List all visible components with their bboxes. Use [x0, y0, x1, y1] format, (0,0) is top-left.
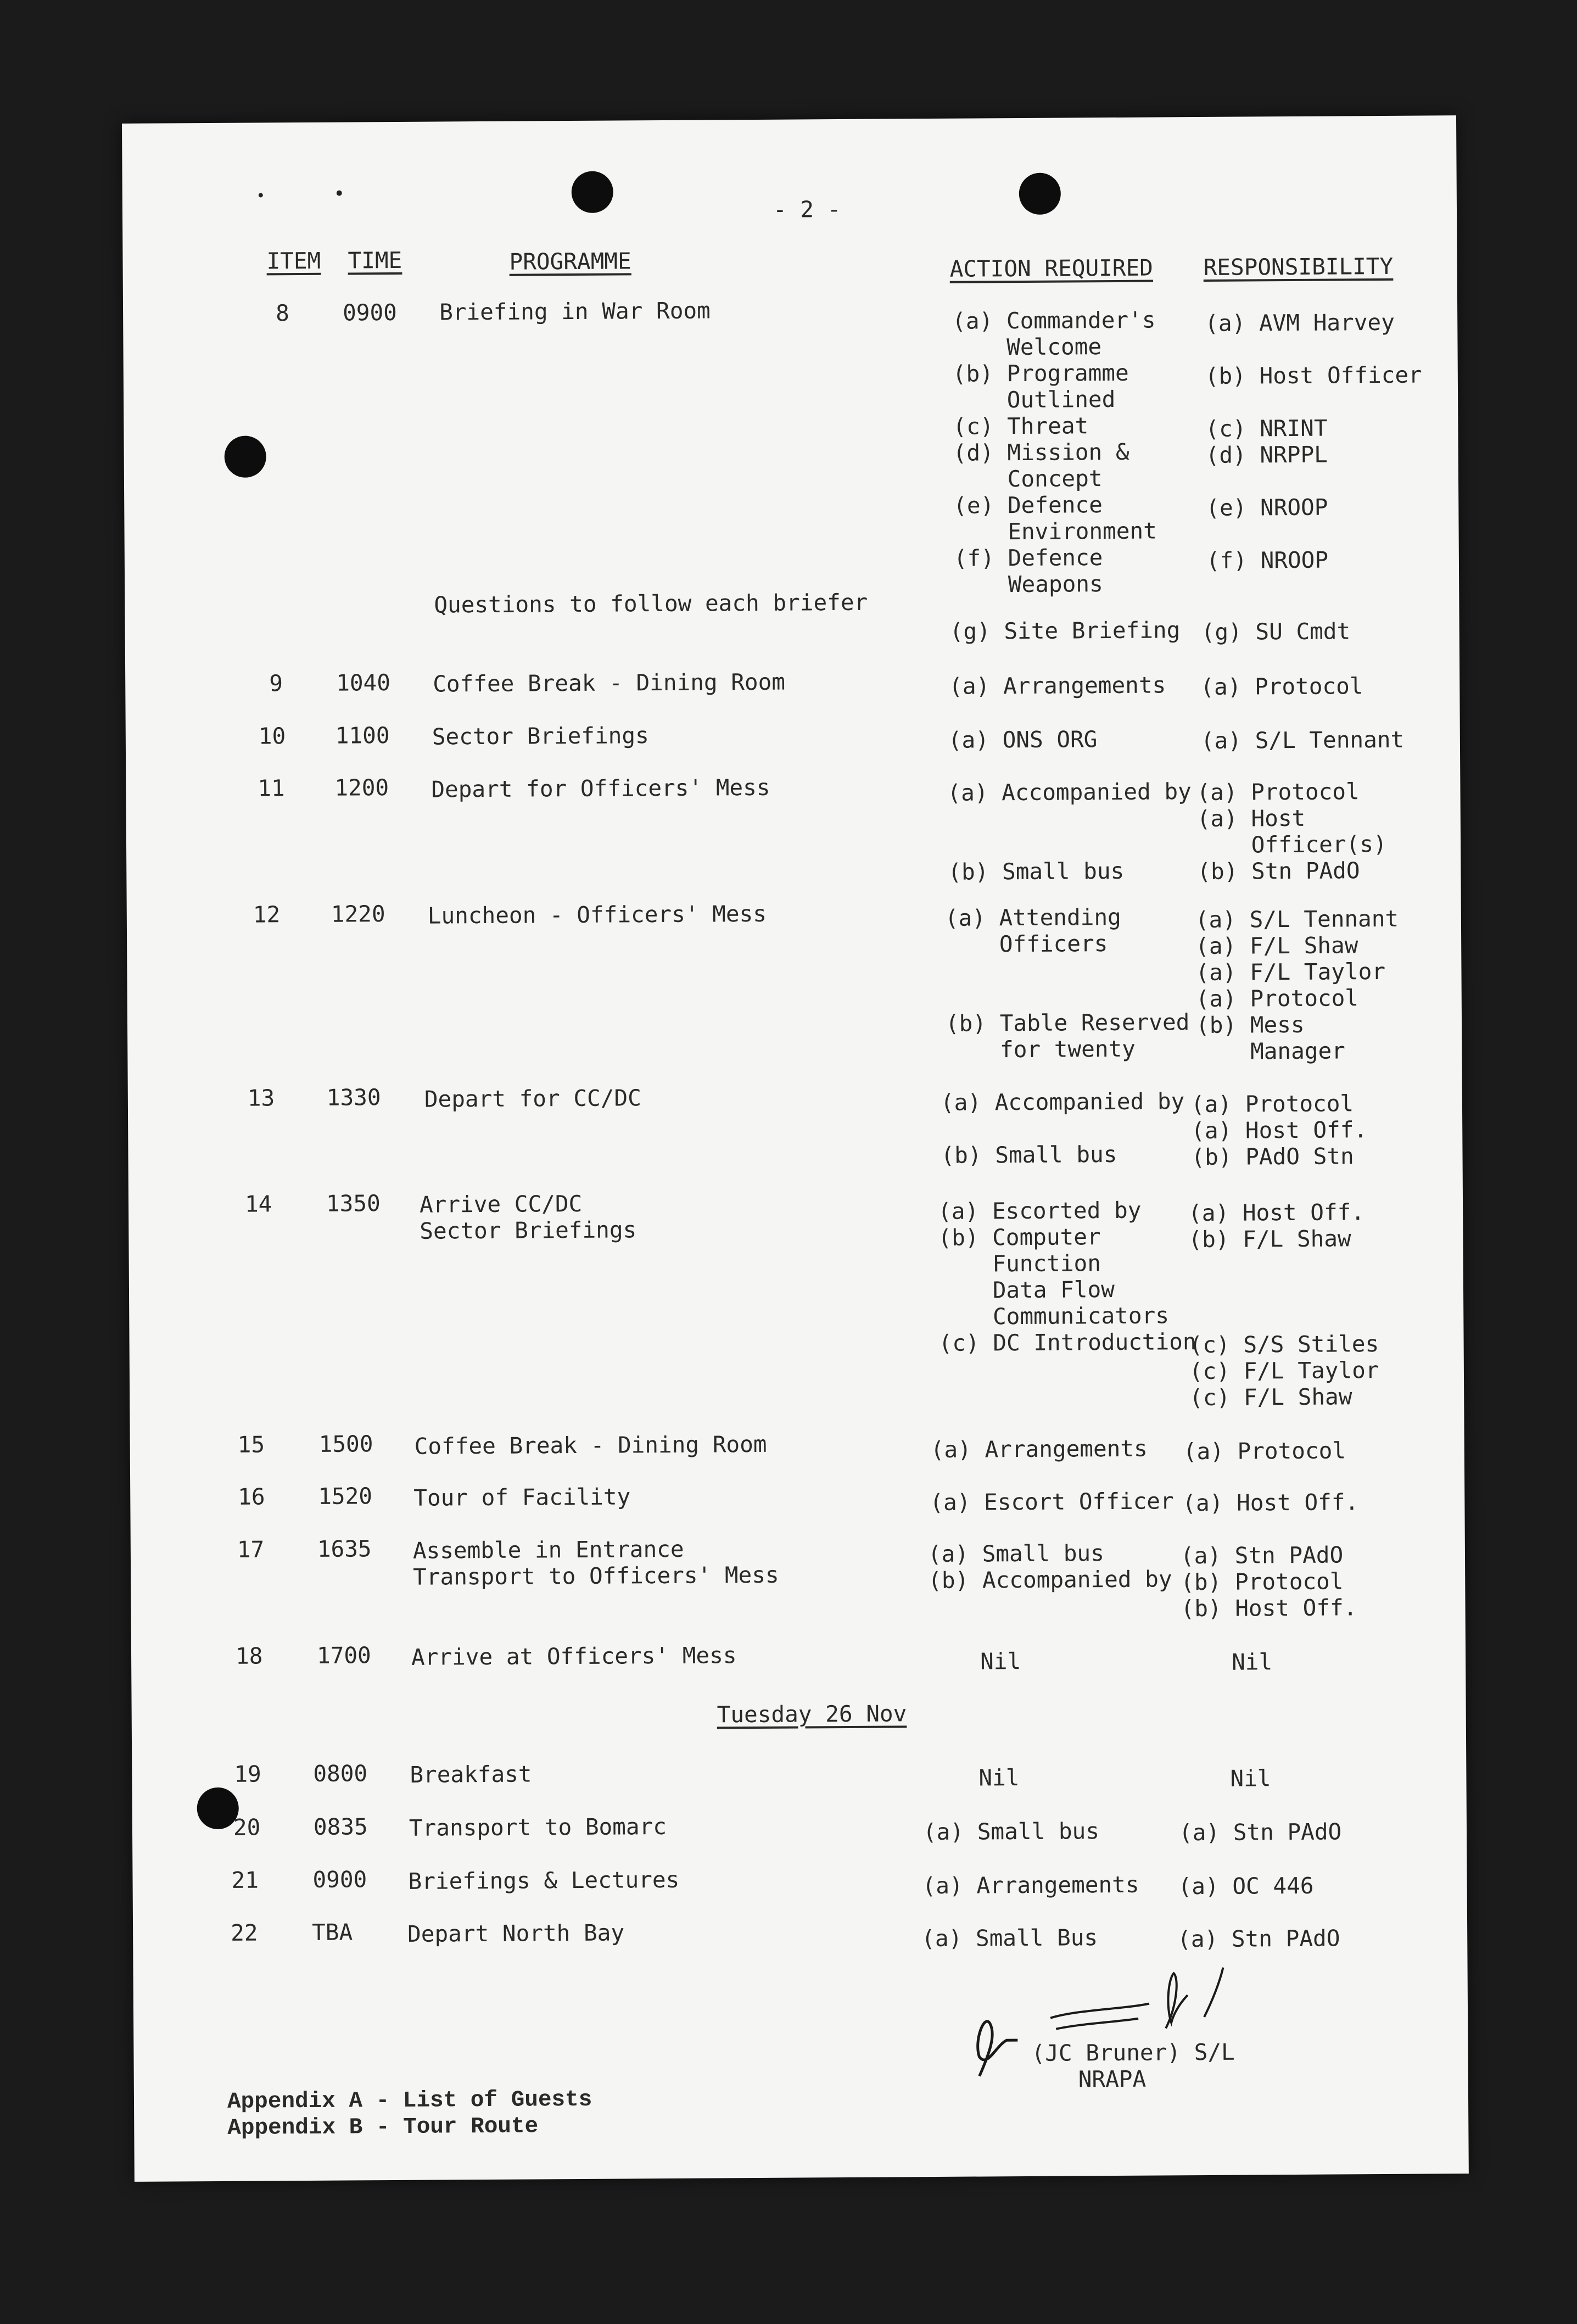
- item-time: 1100: [335, 722, 390, 749]
- action-required: (a) Arrangements: [922, 1871, 1139, 1900]
- responsibility: (a) S/L Tennant: [1200, 726, 1405, 755]
- item-number: 20: [233, 1814, 261, 1841]
- responsibility: (a) Protocol: [1183, 1437, 1346, 1465]
- responsibility: (a) Stn PAdO: [1177, 1925, 1340, 1953]
- item-time: 0800: [313, 1760, 368, 1787]
- item-number: 19: [234, 1761, 261, 1787]
- programme-text: Depart North Bay: [407, 1919, 625, 1947]
- item-number: 16: [238, 1483, 265, 1510]
- programme-text: Depart for CC/DC: [424, 1085, 641, 1113]
- item-time: 1500: [318, 1431, 373, 1457]
- item-time: 0900: [312, 1866, 367, 1893]
- item-time: 1330: [326, 1084, 381, 1111]
- item-number: 13: [247, 1085, 275, 1111]
- item-time: 1520: [318, 1483, 373, 1510]
- action-required: (a) Arrangements: [949, 672, 1166, 700]
- page-number: - 2 -: [773, 196, 841, 223]
- action-required: (a) Accompanied by (b) Small bus: [940, 1088, 1185, 1169]
- item-number: 15: [237, 1431, 265, 1458]
- item-time: 0900: [342, 299, 398, 326]
- programme-text: Transport to Bomarc: [409, 1813, 667, 1841]
- signatory-name: (JC Bruner) S/L: [1031, 2038, 1235, 2066]
- item-time: 0835: [313, 1813, 368, 1840]
- document-page: [122, 115, 1469, 2182]
- item-time: 1040: [336, 669, 391, 696]
- action-required: Nil: [980, 1648, 1021, 1675]
- action-required: (a) Commander's Welcome (b) Programme Outlined (c) Threat (d) Mission & Concept (e) Defence Environment (f) Defence Weapons: [952, 306, 1157, 598]
- item-time: 1220: [331, 901, 385, 928]
- item-number: 8: [275, 300, 289, 327]
- action-required: (a) Escorted by (b) Computer Function Data Flow Communicators (c) DC Introduction: [937, 1197, 1196, 1356]
- item-number: 22: [230, 1919, 258, 1946]
- punch-hole: [1019, 173, 1061, 215]
- action-required: (a) Small Bus: [921, 1924, 1098, 1952]
- item-number: 21: [231, 1867, 259, 1893]
- responsibility: (a) Protocol: [1200, 673, 1363, 701]
- item-number: 18: [235, 1643, 263, 1669]
- responsibility: (a) Protocol (a) Host Off. (b) PAdO Stn: [1190, 1090, 1368, 1171]
- programme-text: Arrive CC/DC Sector Briefings: [419, 1190, 637, 1244]
- action-required: Nil: [978, 1764, 1020, 1791]
- action-required: (a) Escort Officer: [930, 1488, 1174, 1516]
- responsibility: (a) S/L Tennant (a) F/L Shaw (a) F/L Taylor (a) Protocol (b) Mess Manager: [1195, 905, 1399, 1065]
- responsibility: (a) AVM Harvey (b) Host Officer (c) NRINT (d) NRPPL (e) NROOP (f) NROOP: [1205, 309, 1422, 574]
- item-number: 10: [258, 723, 286, 750]
- responsibility: (g) SU Cmdt: [1201, 618, 1351, 646]
- programme-text: Briefing in War Room: [439, 297, 711, 326]
- item-number: 12: [253, 901, 281, 928]
- header-time: TIME: [348, 247, 402, 274]
- appendix-item: Appendix B - Tour Route: [227, 2114, 539, 2141]
- programme-text: Depart for Officers' Mess: [431, 774, 770, 803]
- punch-hole: [572, 171, 613, 213]
- punch-hole: [224, 435, 266, 477]
- item-time: 1635: [317, 1535, 372, 1562]
- responsibility: (a) Stn PAdO: [1178, 1818, 1342, 1846]
- responsibility: (a) Host Off. (b) F/L Shaw (c) S/S Stiles (c) F/L Taylor (c) F/L Shaw: [1188, 1199, 1379, 1411]
- responsibility: (a) Host Off.: [1182, 1489, 1359, 1517]
- speck: [337, 191, 342, 196]
- programme-text: Sector Briefings: [432, 722, 649, 750]
- programme-text: Breakfast: [410, 1761, 532, 1788]
- programme-text: Arrive at Officers' Mess: [411, 1642, 737, 1671]
- header-action-required: ACTION REQUIRED: [949, 254, 1154, 282]
- responsibility: Nil: [1230, 1765, 1271, 1792]
- appendix-item: Appendix A - List of Guests: [227, 2087, 592, 2115]
- programme-text: Assemble in Entrance Transport to Officers' Mess: [412, 1535, 779, 1590]
- programme-text: Coffee Break - Dining Room: [414, 1431, 767, 1460]
- action-required: (a) Attending Officers (b) Table Reserved for twenty: [944, 903, 1190, 1063]
- item-time: 1350: [326, 1190, 381, 1217]
- item-number: 17: [237, 1536, 265, 1563]
- action-required: (a) ONS ORG: [948, 726, 1098, 753]
- appendix-list: [227, 2087, 592, 2142]
- item-number: 14: [244, 1191, 272, 1217]
- programme-text: Luncheon - Officers' Mess: [427, 900, 767, 929]
- programme-text: Briefings & Lectures: [408, 1866, 680, 1895]
- action-required: (a) Small bus: [922, 1818, 1100, 1846]
- action-required: (g) Site Briefing: [949, 617, 1181, 645]
- day-heading: Tuesday 26 Nov: [717, 1700, 907, 1728]
- responsibility: (a) Protocol (a) Host Officer(s) (b) Stn PAdO: [1196, 778, 1387, 885]
- programme-text: Questions to follow each briefer: [434, 589, 868, 618]
- programme-text: Coffee Break - Dining Room: [433, 668, 786, 697]
- responsibility: (a) Stn PAdO (b) Protocol (b) Host Off.: [1180, 1541, 1357, 1622]
- item-time: 1200: [334, 774, 389, 801]
- programme-text: Tour of Facility: [413, 1483, 631, 1511]
- action-required: (a) Small bus (b) Accompanied by: [927, 1540, 1172, 1594]
- signatory-unit: NRAPA: [1078, 2065, 1147, 2093]
- item-time: 1700: [316, 1642, 371, 1669]
- speck: [259, 193, 263, 197]
- item-number: 11: [258, 775, 285, 802]
- punch-hole: [197, 1787, 239, 1829]
- header-item: ITEM: [266, 247, 321, 275]
- header-responsibility: RESPONSIBILITY: [1203, 253, 1394, 281]
- item-number: 9: [269, 670, 283, 697]
- responsibility: (a) OC 446: [1178, 1872, 1314, 1900]
- header-programme: PROGRAMME: [509, 248, 631, 275]
- action-required: (a) Accompanied by (b) Small bus: [947, 778, 1192, 885]
- responsibility: Nil: [1232, 1649, 1273, 1675]
- action-required: (a) Arrangements: [930, 1435, 1148, 1463]
- item-time: TBA: [311, 1919, 353, 1946]
